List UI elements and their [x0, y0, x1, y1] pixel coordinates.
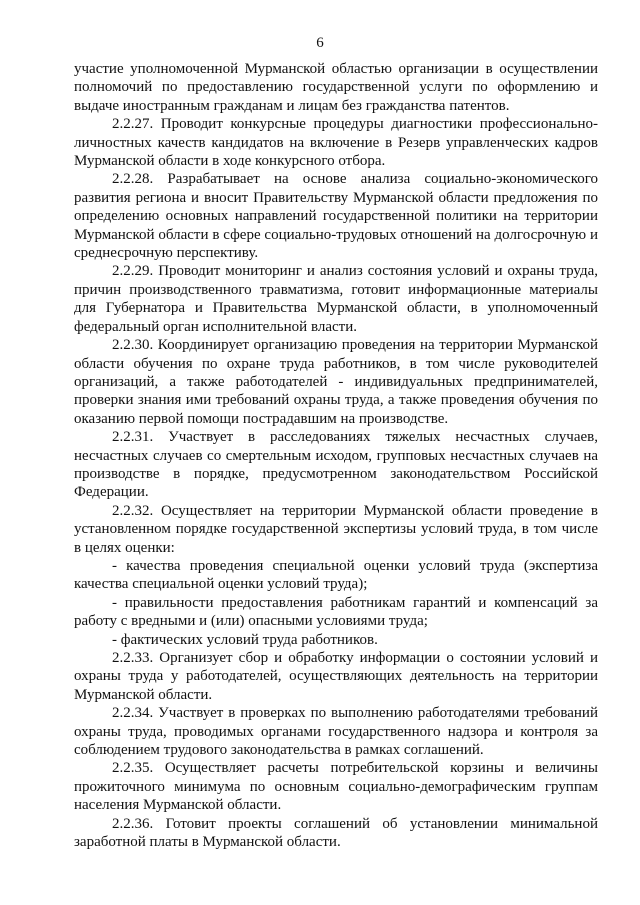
list-item-guarantees: - правильности предоставления работникам гарантий и компенсаций за работу с вредными и (или) опасными условиями труда;	[74, 594, 598, 630]
page-body	[74, 60, 598, 851]
paragraph-2-2-27: 2.2.27. Проводит конкурсные процедуры диагностики профессионально-личностных качеств кандидатов на включение в Резерв управленческих кадров Мурманской области в ходе конкурсного отбора.	[74, 116, 598, 170]
paragraph-2-2-31: 2.2.31. Участвует в расследованиях тяжелых несчастных случаев, несчастных случаев со смертельным исходом, групповых несчастных случаев на производстве в порядке, предусмотренном законодательством Российской Федерации.	[74, 429, 598, 501]
paragraph-2-2-32: 2.2.32. Осуществляет на территории Мурманской области проведение в установленном порядке государственной экспертизы условий труда, в том числе в целях оценки:	[74, 502, 598, 556]
page-number: 6	[316, 35, 324, 51]
paragraph-2-2-29: 2.2.29. Проводит мониторинг и анализ состояния условий и охраны труда, причин производственного травматизма, готовит информационные материалы для Губернатора и Правительства Мурманской области, в уполномоченный федеральный орган исполнительной власти.	[74, 263, 598, 335]
list-item-actual-conditions: - фактических условий труда работников.	[112, 631, 378, 648]
paragraph-2-2-36: 2.2.36. Готовит проекты соглашений об установлении минимальной заработной платы в Мурманской области.	[74, 815, 598, 851]
paragraph-2-2-34: 2.2.34. Участвует в проверках по выполнению работодателями требований охраны труда, проводимых органами государственного надзора и контроля за соблюдением трудового законодательства в рамках соглашений.	[74, 705, 598, 759]
paragraph-2-2-30: 2.2.30. Координирует организацию проведения на территории Мурманской области обучения по охране труда работников, в том числе руководителей организаций, а также работодателей - индивидуальных предпринимателей, проверки знания ими требований охраны труда, а также проведения обучения по оказанию первой помощи пострадавшим на производстве.	[74, 337, 598, 427]
list-item-quality-assessment: - качества проведения специальной оценки условий труда (экспертиза качества специальной оценки условий труда);	[74, 557, 598, 593]
paragraph-continuation: участие уполномоченной Мурманской областью организации в осуществлении полномочий по предоставлению государственной услуги по оформлению и выдаче иностранным гражданам и лицам без гражданства патентов.	[74, 61, 598, 114]
paragraph-2-2-35: 2.2.35. Осуществляет расчеты потребительской корзины и величины прожиточного минимума по основным социально-демографическим группам населения Мурманской области.	[74, 760, 598, 814]
paragraph-2-2-28: 2.2.28. Разрабатывает на основе анализа социально-экономического развития региона и вносит Правительству Мурманской области предложения по определению основных направлений государственной политики на территории Мурманской области в сфере социально-трудовых отношений на долгосрочную и среднесрочную перспективу.	[74, 171, 598, 262]
paragraph-2-2-33: 2.2.33. Организует сбор и обработку информации о состоянии условий и охраны труда у работодателей, осуществляющих деятельность на территории Мурманской области.	[74, 650, 598, 703]
